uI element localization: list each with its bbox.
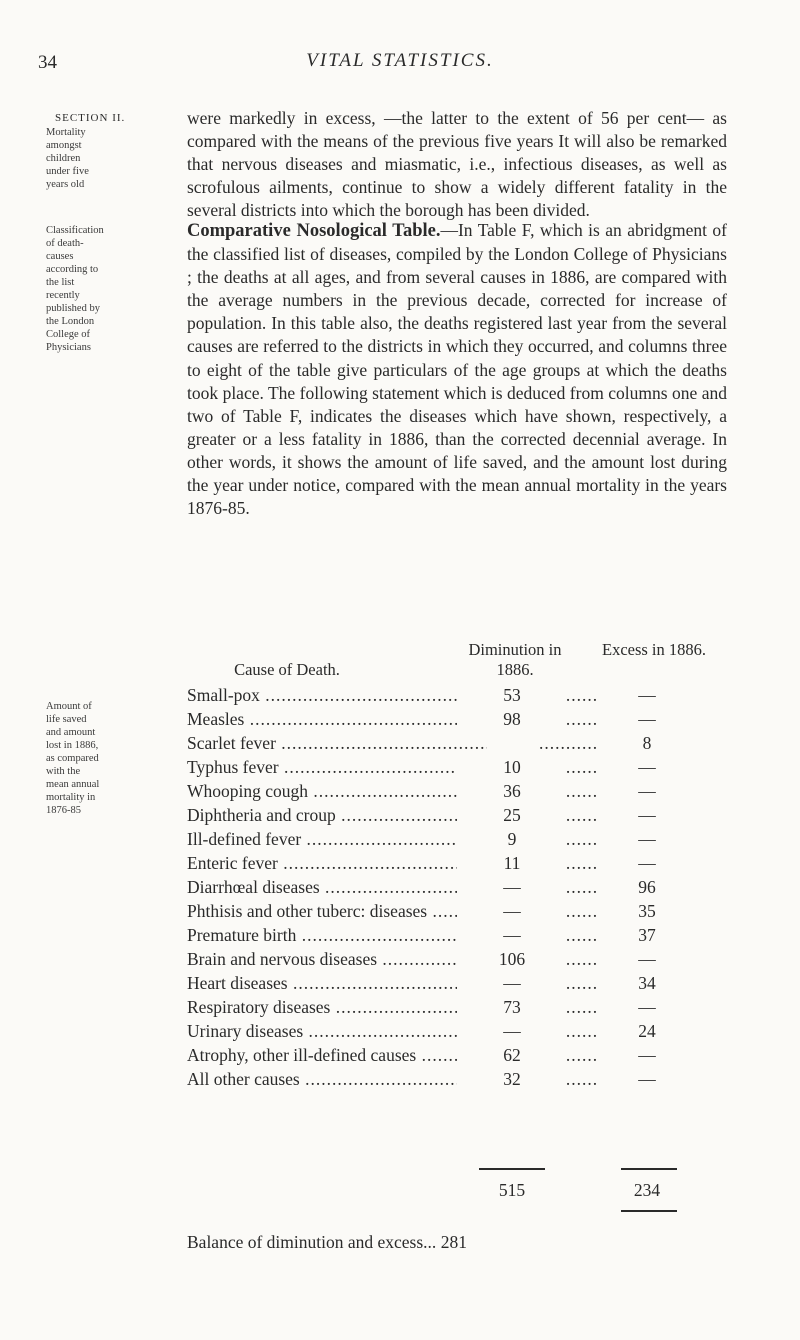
table-row xyxy=(187,877,747,901)
table-row xyxy=(187,973,747,997)
leader-dots xyxy=(539,733,599,754)
table-row xyxy=(187,757,747,781)
margin-note-mortality: Mortality amongst children under five years old xyxy=(46,127,89,190)
table-row xyxy=(187,1021,747,1045)
diminution-cell: 98 xyxy=(457,709,567,730)
cause-cell: Diarrhœal diseases ..... xyxy=(187,877,487,898)
excess-cell: — xyxy=(638,805,656,825)
excess-cell: — xyxy=(638,757,656,777)
paragraph-1: were markedly in excess, —the latter to the extent of 56 per cent— as compared with the means of the previous five years It will also be remarked that nervous diseases and miasmatic, i.e., infectious diseases, as well as scrofulous ailments, continue to show a widely different fatality in the several districts into which the borough has been divided. xyxy=(187,108,727,221)
diminution-cell: 9 xyxy=(457,829,567,850)
diminution-cell: 11 xyxy=(457,853,567,874)
diminution-cell: — xyxy=(457,877,567,898)
table-row xyxy=(187,829,747,853)
excess-cell: — xyxy=(638,781,656,801)
section-heading: Comparative Nosological Table. xyxy=(187,221,441,241)
total-diminution: 515 xyxy=(498,1180,526,1200)
cause-cell: Brain and nervous diseases ..... xyxy=(187,949,487,970)
table-row xyxy=(187,901,747,925)
diminution-cell: — xyxy=(457,925,567,946)
diminution-cell: 32 xyxy=(457,1069,567,1090)
cause-cell: Small-pox ..... xyxy=(187,685,487,706)
cause-cell: Premature birth ..... xyxy=(187,925,487,946)
table-row xyxy=(187,853,747,877)
excess-cell: 8 xyxy=(642,733,652,753)
cause-cell: Scarlet fever ..... xyxy=(187,733,487,754)
table-row xyxy=(187,925,747,949)
table-row xyxy=(187,1045,747,1069)
table-row xyxy=(187,1069,747,1093)
balance-value: 281 xyxy=(440,1232,467,1252)
excess-cell: — xyxy=(638,997,656,1017)
section-label: SECTION II. xyxy=(55,112,126,124)
diminution-cell: — xyxy=(457,901,567,922)
table-rows xyxy=(187,685,747,1093)
cause-cell: Phthisis and other tuberc: diseases ..... xyxy=(187,901,487,922)
total-excess: 234 xyxy=(633,1180,661,1200)
cause-cell: Atrophy, other ill-defined causes ..... xyxy=(187,1045,487,1066)
cause-cell: Ill-defined fever ..... xyxy=(187,829,487,850)
excess-cell: 35 xyxy=(638,901,656,921)
diminution-cell: 10 xyxy=(457,757,567,778)
cause-cell: Typhus fever ..... xyxy=(187,757,487,778)
diminution-cell: 25 xyxy=(457,805,567,826)
table-row xyxy=(187,709,747,733)
excess-cell: — xyxy=(638,853,656,873)
cause-cell: Whooping cough ..... xyxy=(187,781,487,802)
diminution-cell: 53 xyxy=(457,685,567,706)
balance-label: Balance of diminution and excess... xyxy=(187,1232,437,1252)
margin-note-classification: Classification of death-causes according to the list recently published by the London College of Physicians xyxy=(46,225,104,353)
cause-cell: Heart diseases ..... xyxy=(187,973,487,994)
balance-line xyxy=(187,1232,467,1253)
excess-cell: — xyxy=(638,1069,656,1089)
table-row xyxy=(187,781,747,805)
cause-cell: Diphtheria and croup ..... xyxy=(187,805,487,826)
excess-cell: 24 xyxy=(638,1021,656,1041)
excess-cell: 96 xyxy=(638,877,656,897)
excess-cell: — xyxy=(638,949,656,969)
header-excess: Excess in 1886. xyxy=(601,640,707,659)
excess-cell: — xyxy=(638,829,656,849)
table-row xyxy=(187,733,747,757)
excess-cell: — xyxy=(638,1045,656,1065)
rule-excess xyxy=(621,1168,677,1170)
cause-cell: All other causes ..... xyxy=(187,1069,487,1090)
rule-excess-lower xyxy=(621,1210,677,1212)
table-row xyxy=(187,997,747,1021)
page-number: 34 xyxy=(38,52,57,73)
excess-cell: 34 xyxy=(638,973,656,993)
cause-cell: Urinary diseases ..... xyxy=(187,1021,487,1042)
diminution-cell: 36 xyxy=(457,781,567,802)
table-row xyxy=(187,805,747,829)
cause-cell: Respiratory diseases ..... xyxy=(187,997,487,1018)
cause-cell: Measles ..... xyxy=(187,709,487,730)
diminution-cell: 106 xyxy=(457,949,567,970)
running-head: VITAL STATISTICS. xyxy=(306,50,494,71)
rule-diminution xyxy=(479,1168,545,1170)
header-cause: Cause of Death. xyxy=(234,660,340,679)
header-diminution: Diminution in 1886. xyxy=(468,640,562,679)
margin-note-life-saved: Amount of life saved and amount lost in 1886, as compared with the mean annual mortality in 1876-85 xyxy=(46,701,100,816)
cause-cell: Enteric fever ..... xyxy=(187,853,487,874)
table-row xyxy=(187,949,747,973)
paragraph-2-text: —In Table F, which is an abridgment of the classified list of diseases, compiled by the London College of Physicians ; the deaths at all ages, and from several causes in 1886, are compared with the average numbers in the previous decade, corrected for increase of population. In this table also, the deaths registered last year from the several causes are referred to the districts in which they occurred, and columns three to eight of the table give particulars of the age groups at which the deaths took place. The following statement which is deduced from columns one and two of Table F, indicates the diseases which have shown, respectively, a greater or a less fatality in 1886, than the corrected decennial average. In other words, it shows the amount of life saved, and the amount lost during the year under notice, compared with the mean annual mortality in the years 1876-85. xyxy=(187,220,727,519)
diminution-cell: 62 xyxy=(457,1045,567,1066)
excess-cell: 37 xyxy=(638,925,656,945)
excess-cell: — xyxy=(638,685,656,705)
table-row xyxy=(187,685,747,709)
diminution-cell: 73 xyxy=(457,997,567,1018)
paragraph-2 xyxy=(187,219,727,520)
diminution-cell: — xyxy=(457,973,567,994)
diminution-cell: — xyxy=(457,1021,567,1042)
excess-cell: — xyxy=(638,709,656,729)
